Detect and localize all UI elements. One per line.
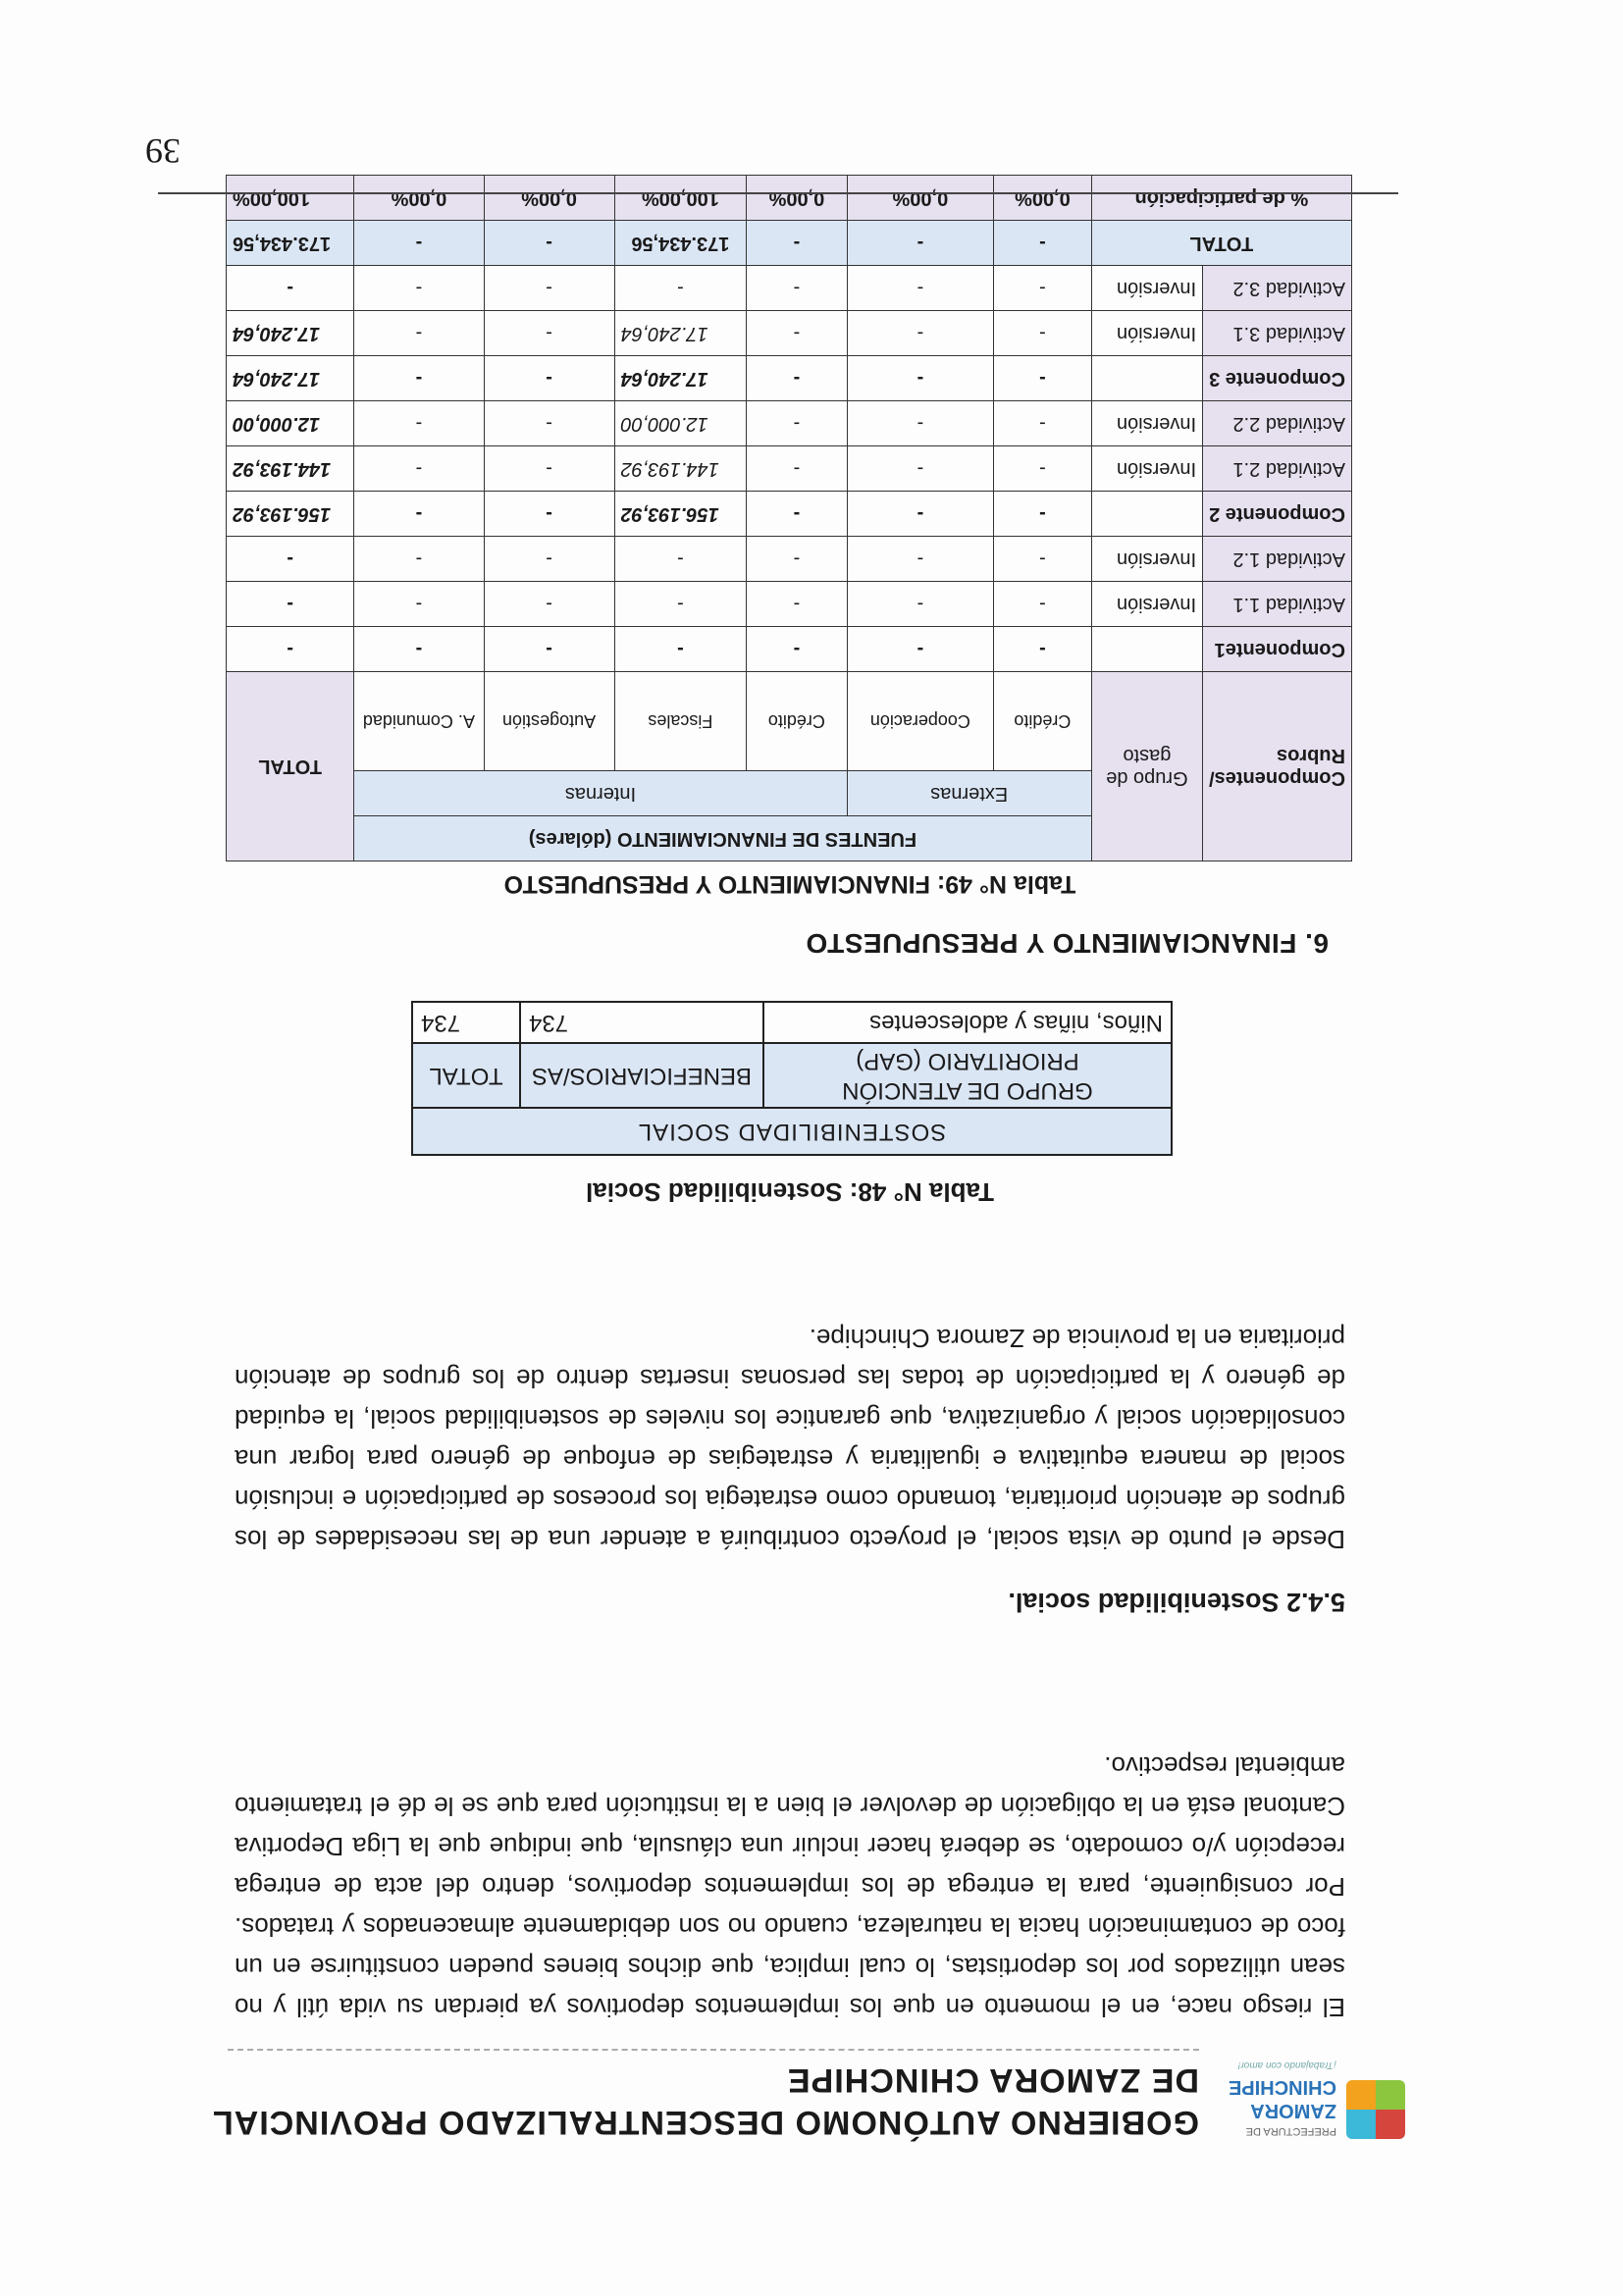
table-49-row-name: Actividad 1.2 [1203,537,1352,582]
table-49-sub-cooperation: Cooperación [847,672,993,771]
table-49-row [227,356,1352,401]
table-49-row-group: Inversión [1091,401,1202,446]
table-49-row-total: - [227,266,354,311]
table-49-financing [226,175,1352,861]
table-49-cell: - [354,311,484,356]
table-49-total-cell: 173.434,56 [614,221,747,266]
section-heading-542: 5.4.2 Sostenibilidad social. [1008,1588,1345,1617]
table-49-cell: 12.000,00 [614,401,747,446]
logo-name-1: ZAMORA [1250,2100,1336,2121]
table-48-header-group: GRUPO DE ATENCIÓN PRIORITARIO (GAP) [763,1043,1172,1108]
table-49-cell: 156.193,92 [614,492,747,537]
table-49-cell: - [354,537,484,582]
paragraph-social: Desde el punto de vista social, el proyecto contribuirá a atender una de las necesidades de los grupos de atención prioritaria, tomando como estrategia los procesos de participación e inclusión social de manera equitativa e igualitaria y estrategias de enfoque de género para lograr una consolidación social y organizativa, que garantice los niveles de sostenibilidad social, la equidad de género y la participación de todas las personas insertas dentro de los grupos de atención prioritaria en la provincia de Zamora Chinchipe. [235,1324,1345,1554]
table-48-title: SOSTENIBILIDAD SOCIAL [412,1108,1172,1155]
table-49-pct-cell: 0,00% [747,176,848,221]
table-49-cell: - [484,582,614,627]
table-49-row-name: Componente1 [1203,627,1352,672]
table-49-cell: - [484,627,614,672]
logo-subtitle: PREFECTURA DE [1245,2125,1336,2137]
table-49-row [227,582,1352,627]
table-49-cell: - [484,492,614,537]
table-49-total-cell: - [354,221,484,266]
table-49-cell: - [994,492,1092,537]
table-49-cell: 144.193,92 [614,446,747,492]
table-49-cell: - [747,356,848,401]
table-48-cell-total: 734 [412,1002,520,1043]
table-49-row-total: 12.000,00 [227,401,354,446]
table-49-cell: - [847,401,993,446]
table-49-row-group: Inversión [1091,266,1202,311]
table-49-cell: - [354,492,484,537]
table-49-cell: - [994,582,1092,627]
table-49-row-group: Inversión [1091,582,1202,627]
table-48-cell-beneficiaries: 734 [520,1002,763,1043]
table-49-total-cell: - [847,221,993,266]
table-49-row-total: - [227,627,354,672]
table-49-total-label: TOTAL [1091,221,1351,266]
table-48-header-beneficiaries: BENEFICIARIOS/AS [520,1043,763,1108]
table-49-header-sources: FUENTES DE FINANCIAMIENTO (dólares) [354,816,1091,861]
table-49-row-group [1091,356,1202,401]
table-49-cell: - [994,266,1092,311]
table-49-row-name: Actividad 2.2 [1203,401,1352,446]
table-49-sub-credit-ext: Crédito [994,672,1092,771]
table-49-row [227,627,1352,672]
table-49-sub-community: A. Comunidad [354,672,484,771]
table-49-pct-total: 100,00% [227,176,354,221]
table-49-cell: - [847,627,993,672]
table-49-row-group: Inversión [1091,446,1202,492]
table-49-cell: - [994,311,1092,356]
table-49-cell: - [354,627,484,672]
table-48-caption: Tabla N° 48: Sostenibilidad Social [586,1177,994,1207]
table-49-cell: - [614,627,747,672]
table-49-cell: - [484,537,614,582]
table-49-row [227,266,1352,311]
table-49-cell: - [747,311,848,356]
table-49-cell: - [747,492,848,537]
table-49-cell: - [747,446,848,492]
table-49-cell: - [994,356,1092,401]
table-49-row [227,492,1352,537]
table-49-cell: - [614,537,747,582]
table-49-cell: - [847,311,993,356]
table-48-social [411,1001,1173,1156]
table-49-row-group: Inversión [1091,537,1202,582]
table-49-row [227,537,1352,582]
table-49-cell: 17.240,64 [614,356,747,401]
paragraph-risk: El riesgo nace, en el momento en que los implementos deportivos ya pierdan su vida útil y no sean utilizados por los deportistas, lo cual implica, que dichos bienes pueden constituirse en un foco de contaminación hacia la naturaleza, cuando no son debidamente almacenados y tratados. Por consiguiente, para la entrega de los implementos deportivos, dentro del acta de entrega recepción y/o comodato, se deberá hacer incluir una cláusula, que indique que la Liga Deportiva Cantonal está en la obligación de devolver el bien a la institución para que se le dé el tratamiento ambiental respectivo. [235,1751,1345,2022]
table-49-cell: - [614,582,747,627]
table-49-total-cell: - [484,221,614,266]
table-49-cell: - [614,266,747,311]
table-49-cell: - [847,446,993,492]
table-49-cell: - [847,492,993,537]
table-49-cell: - [484,311,614,356]
table-49-header-external: Externas [847,771,1091,816]
table-49-cell: - [354,446,484,492]
table-49-cell: - [484,266,614,311]
table-49-cell: - [354,582,484,627]
header-divider [228,2049,1199,2051]
table-49-row [227,446,1352,492]
table-49-row [227,311,1352,356]
table-49-cell: - [747,627,848,672]
table-49-cell: - [847,266,993,311]
logo-name-2: CHINCHIPE [1228,2076,1336,2098]
table-49-sub-credit-int: Crédito [747,672,848,771]
government-title [212,2061,1199,2141]
table-49-cell: - [747,266,848,311]
table-49-body [227,266,1352,672]
table-49-cell: - [994,537,1092,582]
table-49-row-name: Componente 2 [1203,492,1352,537]
table-49-caption: Tabla N° 49: FINANCIAMIENTO Y PRESUPUESTO [503,870,1076,898]
logo-tagline: ¡Trabajando con amor! [1237,2060,1336,2070]
logo-emblem-icon [1346,2080,1405,2139]
table-49-row-name: Actividad 2.1 [1203,446,1352,492]
table-49-cell: - [747,537,848,582]
table-49-row-name: Actividad 3.2 [1203,266,1352,311]
government-title-line-2: DE ZAMORA CHINCHIPE [786,2061,1199,2099]
government-title-line-1: GOBIERNO AUTÓNOMO DESCENTRALIZADO PROVINCIAL [211,2104,1199,2141]
page-number: 39 [145,131,181,171]
table-49-row-total: 156.193,92 [227,492,354,537]
table-49-row-group [1091,627,1202,672]
table-49-row-group [1091,492,1202,537]
table-49-header-total: TOTAL [227,672,354,861]
table-49-row-total: - [227,582,354,627]
table-49-row [227,401,1352,446]
table-49-row-total: 17.240,64 [227,356,354,401]
table-49-cell: - [847,582,993,627]
table-49-pct-cell: 0,00% [994,176,1092,221]
table-49-sub-selfmanagement: Autogestión [484,672,614,771]
table-49-row-total: 17.240,64 [227,311,354,356]
table-48-cell-group: Niños, niñas y adolescentes [763,1002,1172,1043]
table-49-cell: - [994,446,1092,492]
table-48-header-total: TOTAL [412,1043,520,1108]
section-heading-6: 6. FINANCIAMIENTO Y PRESUPUESTO [805,928,1329,959]
table-49-header-internal: Internas [354,771,847,816]
table-49-cell: - [484,401,614,446]
table-49-cell: - [847,356,993,401]
table-49-cell: - [994,401,1092,446]
table-49-row-group: Inversión [1091,311,1202,356]
table-49-pct-label: % de participación [1091,176,1351,221]
table-49-pct-cell: 0,00% [484,176,614,221]
table-49-cell: - [747,401,848,446]
table-49-cell: - [354,356,484,401]
table-49-cell: - [994,627,1092,672]
table-49-row-name: Componente 3 [1203,356,1352,401]
table-49-row-name: Actividad 1.1 [1203,582,1352,627]
table-49-cell: - [354,266,484,311]
table-49-row-total: 144.193,92 [227,446,354,492]
table-49-total-value: 173.434,56 [227,221,354,266]
table-49-row-name: Actividad 3.1 [1203,311,1352,356]
table-49-cell: - [484,446,614,492]
table-49-header-components: Componentes/ Rubros [1203,672,1352,861]
table-49-cell: - [747,582,848,627]
prefectura-logo [1209,2031,1405,2149]
table-49-pct-cell: 100,00% [614,176,747,221]
table-49-cell: - [847,537,993,582]
footer-divider [158,192,1398,194]
table-49-total-cell: - [747,221,848,266]
table-49-row-total: - [227,537,354,582]
table-49-total-cell: - [994,221,1092,266]
table-49-sub-fiscal: Fiscales [614,672,747,771]
table-49-cell: 17.240,64 [614,311,747,356]
table-49-pct-cell: 0,00% [847,176,993,221]
table-49-cell: - [484,356,614,401]
table-49-header-group: Grupo de gasto [1091,672,1202,861]
table-49-pct-cell: 0,00% [354,176,484,221]
table-49-cell: - [354,401,484,446]
